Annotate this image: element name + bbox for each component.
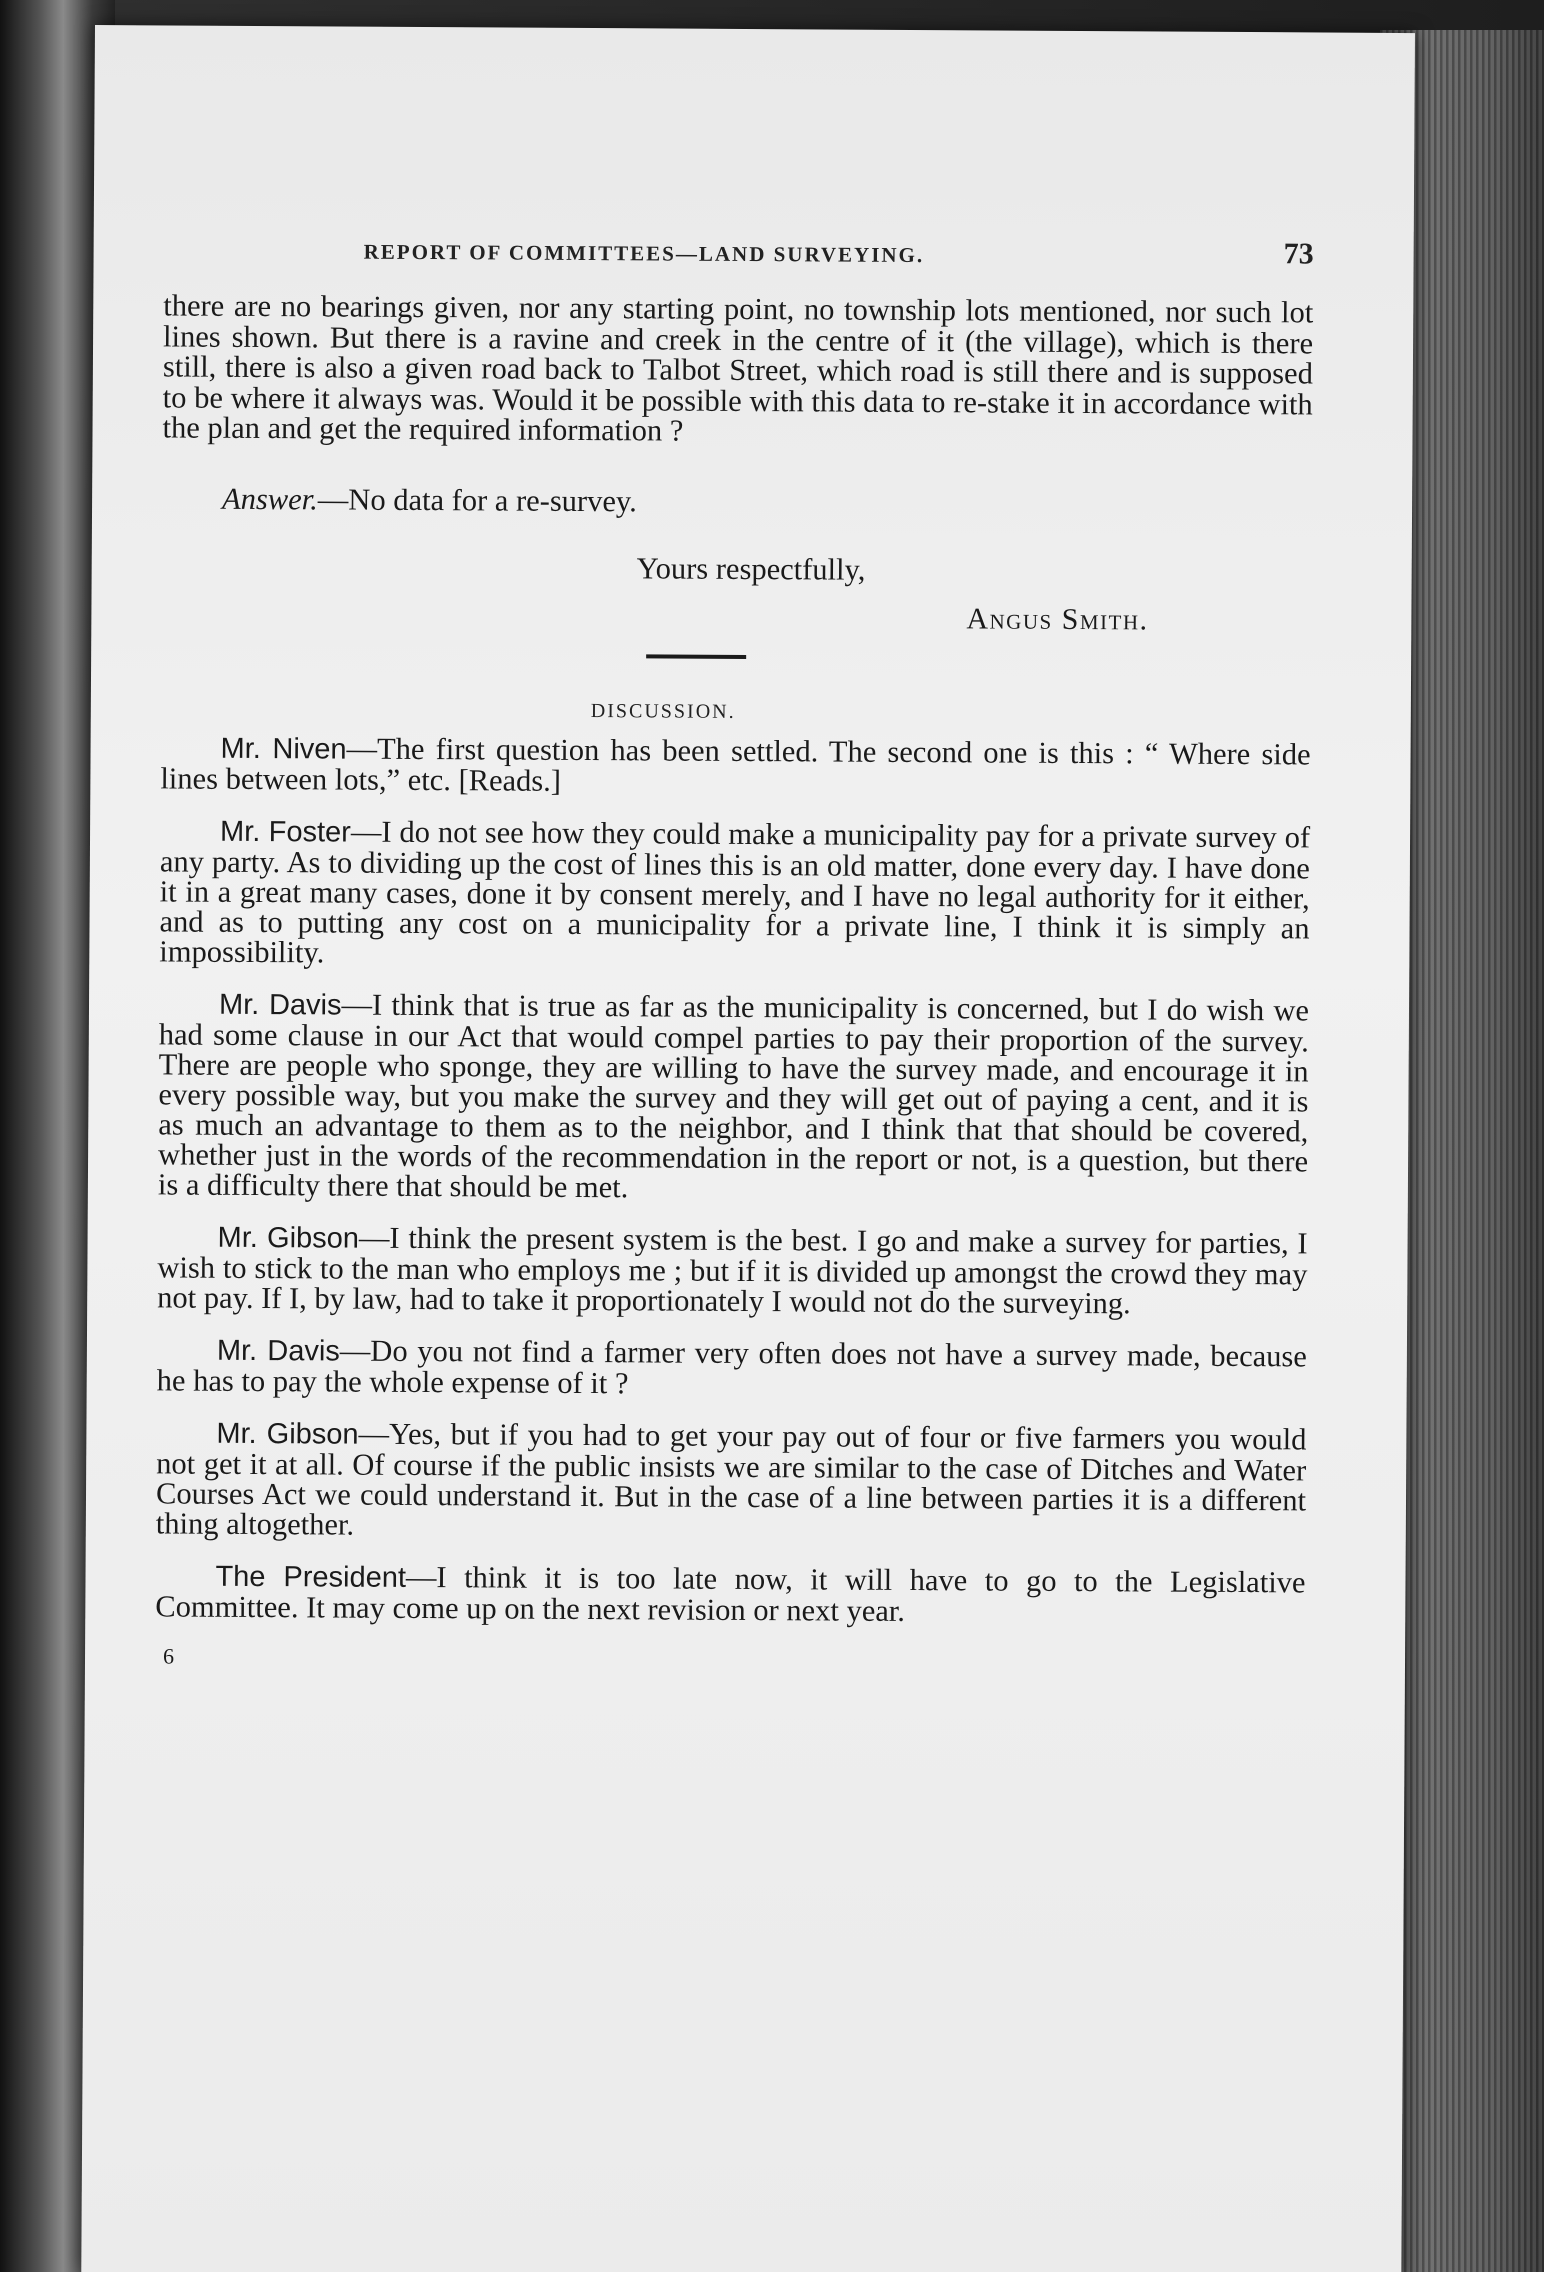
page-content: [155, 220, 1339, 1676]
section-divider: [646, 654, 746, 659]
speaker-text: —I think that is true as far as the municipality is concerned, but I do wish we had some clause in our Act that would compel parties to pay their proportion of the survey. There are people who sponge, they are willing to have the survey made, and encourage it in every possible way, but you make the survey and they will get out of paying a cent, and it is as much an advantage to them as to the neighbor, and I think that that should be covered, whether just in the words of the recommendation in the report or not, is a question, but there is a difficulty there that should be met.: [157, 987, 1310, 1204]
discussion-entry: [158, 988, 1309, 1206]
answer-label: Answer.: [222, 481, 318, 516]
answer-text: —No data for a re-survey.: [317, 481, 637, 518]
discussion-entry: [157, 1334, 1307, 1402]
discussion-entry: [156, 1417, 1307, 1545]
discussion-list: [155, 732, 1335, 1628]
signature-mark: 6: [162, 1642, 175, 1669]
page-number: 73: [1283, 237, 1314, 271]
speaker-text: —I do not see how they could make a municipality pay for a private survey of any party. As to dividing up the cost of lines this is an old matter, done every day. I have done it in a great many cases, done it by consent merely, and I have no legal authority for it either, and as to putting any cost on a municipality for a private line, I think it is simply an impossibility.: [159, 814, 1311, 969]
book-page: [81, 25, 1415, 2272]
speaker-name: Mr. Davis: [218, 988, 342, 1022]
speaker-text: —Do you not find a farmer very often does not have a survey made, because he has to pay the whole expense of it ?: [156, 1333, 1307, 1400]
answer-line: [222, 481, 1337, 523]
running-head: REPORT OF COMMITTEES—LAND SURVEYING.: [363, 239, 925, 268]
speaker-name: Mr. Gibson: [216, 1417, 359, 1451]
speaker-text: —The first question has been settled. The second one is this : “ Where side lines between lots,” etc. [Reads.]: [160, 731, 1311, 798]
speaker-name: Mr. Gibson: [217, 1221, 360, 1255]
speaker-name: Mr. Davis: [216, 1334, 340, 1368]
speaker-text: —I think it is too late now, it will have to go to the Legislative Committee. It may come up on the next revision or next year.: [155, 1559, 1306, 1628]
discussion-entry: [160, 732, 1310, 800]
letter-closing: Yours respectfully,: [636, 550, 866, 587]
speaker-name: Mr. Foster: [219, 815, 352, 849]
letter-paragraph: there are no bearings given, nor any starting point, no township lots mentioned, nor such lot lines shown. But there is a ravine and creek in the centre of it (the village), which is there still, there is also a given road back to Talbot Street, which road is still there and is supposed to be where it always was. Would it be possible with this data to re-stake it in accordance with the plan and get the required information ?: [162, 288, 1314, 448]
speaker-text: —Yes, but if you had to get your pay out of four or five farmers you would not get it at all. Of course if the public insists we are similar to the case of Ditches and Water Courses Act we could understand it. But in the case of a line between parties it is a different thing altogether.: [155, 1416, 1307, 1542]
discussion-heading: DISCUSSION.: [590, 699, 736, 723]
speaker-name: Mr. Niven: [220, 732, 347, 766]
discussion-entry: [157, 1221, 1308, 1319]
discussion-entry: [155, 1560, 1305, 1628]
discussion-entry: [159, 815, 1310, 973]
speaker-name: The President: [215, 1560, 407, 1594]
page-header: [163, 220, 1338, 297]
letter-signature: [966, 602, 1336, 638]
speaker-text: —I think the present system is the best. I go and make a survey for parties, I wish to stick to the man who employs me ; but if it is divided up amongst the crowd they may not pay. If I, by law, had to take it proportionately I would not do the surveying.: [157, 1220, 1308, 1320]
signature-text: Angus Smith.: [966, 601, 1149, 636]
